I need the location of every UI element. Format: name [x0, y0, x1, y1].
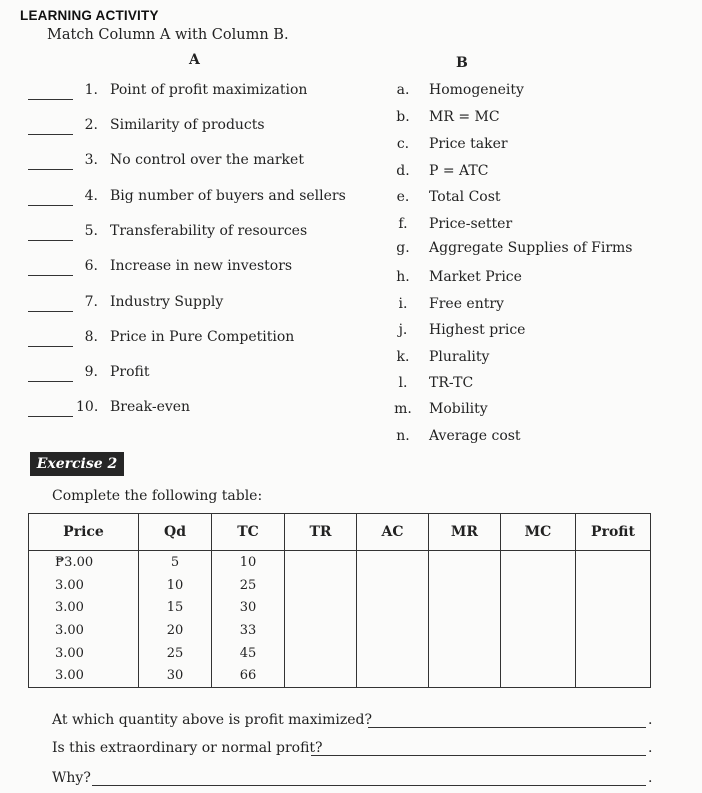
item-text: Similarity of products — [110, 117, 265, 133]
table-cell: 3.00 — [29, 574, 139, 597]
item-text: Point of profit maximization — [110, 82, 308, 98]
answer-period: . — [648, 712, 653, 728]
item-number: 2. — [84, 117, 98, 133]
item-text: Aggregate Supplies of Firms — [429, 240, 633, 256]
column-a-item — [28, 82, 373, 102]
column-b-item — [392, 163, 682, 183]
column-header-mc: MC — [501, 514, 576, 551]
answer-cell[interactable] — [576, 664, 651, 687]
item-number: 8. — [84, 329, 98, 345]
item-text: Free entry — [429, 296, 504, 312]
item-letter: e. — [396, 189, 410, 205]
item-letter: d. — [396, 163, 410, 179]
answer-cell[interactable] — [285, 664, 357, 687]
column-b-item — [392, 322, 682, 342]
item-number: 1. — [84, 82, 98, 98]
answer-cell[interactable] — [501, 596, 576, 619]
answer-cell[interactable] — [429, 596, 501, 619]
answer-cell[interactable] — [501, 664, 576, 687]
item-letter: f. — [398, 216, 408, 232]
table-cell: 10 — [212, 551, 285, 574]
column-header-tc: TC — [212, 514, 285, 551]
answer-cell[interactable] — [357, 642, 429, 665]
column-header-tr: TR — [285, 514, 357, 551]
answer-line-3[interactable] — [92, 785, 646, 786]
matching-instruction: Match Column A with Column B. — [47, 27, 289, 43]
table-body — [29, 551, 651, 688]
item-letter: l. — [398, 375, 408, 391]
item-text: Price in Pure Competition — [110, 329, 295, 345]
column-b-item — [392, 240, 682, 260]
table-cell: 3.00 — [29, 619, 139, 642]
answer-cell[interactable] — [285, 551, 357, 574]
column-b-item — [392, 216, 682, 236]
item-number: 5. — [84, 223, 98, 239]
column-b-item — [392, 269, 682, 289]
item-text: Highest price — [429, 322, 526, 338]
item-number: 9. — [84, 364, 98, 380]
column-header-qd: Qd — [139, 514, 212, 551]
column-a-item — [28, 152, 373, 172]
answer-cell[interactable] — [576, 596, 651, 619]
item-text: MR = MC — [429, 109, 500, 125]
answer-blank[interactable] — [28, 99, 73, 100]
item-text: No control over the market — [110, 152, 304, 168]
table-cell: 10 — [139, 574, 212, 597]
table-cell: 20 — [139, 619, 212, 642]
answer-line-1[interactable] — [368, 727, 646, 728]
item-text: Profit — [110, 364, 150, 380]
answer-cell[interactable] — [501, 574, 576, 597]
answer-cell[interactable] — [429, 619, 501, 642]
item-letter: h. — [396, 269, 410, 285]
column-b-item — [392, 136, 682, 156]
table-cell: 33 — [212, 619, 285, 642]
table-cell: 66 — [212, 664, 285, 687]
item-letter: a. — [396, 82, 410, 98]
answer-blank[interactable] — [28, 346, 73, 347]
column-a-item — [28, 399, 373, 419]
table-cell: 3.00 — [29, 596, 139, 619]
table-cell: 3.00 — [29, 664, 139, 687]
answer-cell[interactable] — [576, 619, 651, 642]
answer-cell[interactable] — [429, 664, 501, 687]
item-text: Big number of buyers and sellers — [110, 188, 346, 204]
table-cell: 25 — [212, 574, 285, 597]
column-b-header: B — [456, 55, 468, 71]
item-text: Mobility — [429, 401, 488, 417]
item-text: Break-even — [110, 399, 191, 415]
item-text: Plurality — [429, 349, 490, 365]
answer-cell[interactable] — [501, 551, 576, 574]
item-letter: j. — [398, 322, 408, 338]
answer-cell[interactable] — [576, 551, 651, 574]
column-a-item — [28, 117, 373, 137]
answer-line-2[interactable] — [311, 755, 646, 756]
item-text: Total Cost — [429, 189, 501, 205]
item-letter: i. — [398, 296, 408, 312]
item-letter: n. — [396, 428, 410, 444]
column-b-item — [392, 82, 682, 102]
answer-cell[interactable] — [429, 642, 501, 665]
answer-cell[interactable] — [357, 551, 429, 574]
item-text: Homogeneity — [429, 82, 524, 98]
column-b-item — [392, 428, 682, 448]
exercise-label: Exercise 2 — [30, 452, 124, 476]
table-cell: 3.00 — [29, 642, 139, 665]
table-header-row — [29, 514, 651, 551]
answer-cell[interactable] — [357, 596, 429, 619]
item-letter: k. — [396, 349, 410, 365]
item-text: Average cost — [429, 428, 521, 444]
answer-cell[interactable] — [501, 642, 576, 665]
answer-blank[interactable] — [28, 205, 73, 206]
column-a-item — [28, 188, 373, 208]
item-text: Market Price — [429, 269, 522, 285]
item-text: TR-TC — [429, 375, 474, 391]
item-text: Transferability of resources — [110, 223, 308, 239]
table-cell: 45 — [212, 642, 285, 665]
answer-cell[interactable] — [357, 574, 429, 597]
column-a-item — [28, 294, 373, 314]
answer-blank[interactable] — [28, 381, 73, 382]
item-number: 4. — [84, 188, 98, 204]
table-cell: ₱3.00 — [29, 551, 139, 574]
item-letter: c. — [396, 136, 410, 152]
answer-cell[interactable] — [285, 574, 357, 597]
column-header-price: Price — [29, 514, 139, 551]
table-cell: 5 — [139, 551, 212, 574]
page-heading: LEARNING ACTIVITY — [20, 8, 159, 23]
question-3: Why? — [52, 770, 91, 786]
answer-period: . — [648, 770, 653, 786]
table-row — [29, 551, 651, 574]
column-a-item — [28, 258, 373, 278]
table-cell: 30 — [212, 596, 285, 619]
answer-cell[interactable] — [357, 619, 429, 642]
item-number: 3. — [84, 152, 98, 168]
table-cell: 15 — [139, 596, 212, 619]
answer-cell[interactable] — [357, 664, 429, 687]
answer-blank[interactable] — [28, 275, 73, 276]
answer-period: . — [648, 740, 653, 756]
column-a-header: A — [189, 52, 200, 68]
answer-blank[interactable] — [28, 311, 73, 312]
column-b-item — [392, 401, 682, 421]
item-text: P = ATC — [429, 163, 489, 179]
item-text: Price taker — [429, 136, 508, 152]
answer-blank[interactable] — [28, 416, 73, 417]
column-header-mr: MR — [429, 514, 501, 551]
item-text: Increase in new investors — [110, 258, 293, 274]
item-letter: m. — [394, 401, 412, 417]
answer-blank[interactable] — [28, 134, 73, 135]
answer-cell[interactable] — [429, 551, 501, 574]
item-number: 6. — [84, 258, 98, 274]
answer-cell[interactable] — [576, 574, 651, 597]
answer-cell[interactable] — [285, 642, 357, 665]
table-cell: 25 — [139, 642, 212, 665]
answer-cell[interactable] — [285, 596, 357, 619]
question-1: At which quantity above is profit maximized? — [52, 712, 373, 728]
table-instruction: Complete the following table: — [52, 488, 263, 504]
answer-cell[interactable] — [576, 642, 651, 665]
answer-cell[interactable] — [501, 619, 576, 642]
column-b-item — [392, 189, 682, 209]
table-row — [29, 619, 651, 642]
table-row — [29, 596, 651, 619]
answer-cell[interactable] — [429, 574, 501, 597]
item-number: 7. — [84, 294, 98, 310]
column-b-item — [392, 375, 682, 395]
item-number: 10. — [76, 399, 99, 415]
column-b-item — [392, 349, 682, 369]
answer-blank[interactable] — [28, 240, 73, 241]
answer-blank[interactable] — [28, 169, 73, 170]
item-letter: b. — [396, 109, 410, 125]
table-row — [29, 664, 651, 687]
table-row — [29, 642, 651, 665]
column-header-ac: AC — [357, 514, 429, 551]
question-2: Is this extraordinary or normal profit? — [52, 740, 323, 756]
answer-cell[interactable] — [285, 619, 357, 642]
column-b-item — [392, 296, 682, 316]
column-a-item — [28, 364, 373, 384]
item-letter: g. — [396, 240, 410, 256]
column-a-item — [28, 329, 373, 349]
cost-table — [28, 513, 651, 688]
table-cell: 30 — [139, 664, 212, 687]
item-text: Industry Supply — [110, 294, 224, 310]
column-header-profit: Profit — [576, 514, 651, 551]
column-b-item — [392, 109, 682, 129]
item-text: Price-setter — [429, 216, 513, 232]
table-row — [29, 574, 651, 597]
column-a-item — [28, 223, 373, 243]
